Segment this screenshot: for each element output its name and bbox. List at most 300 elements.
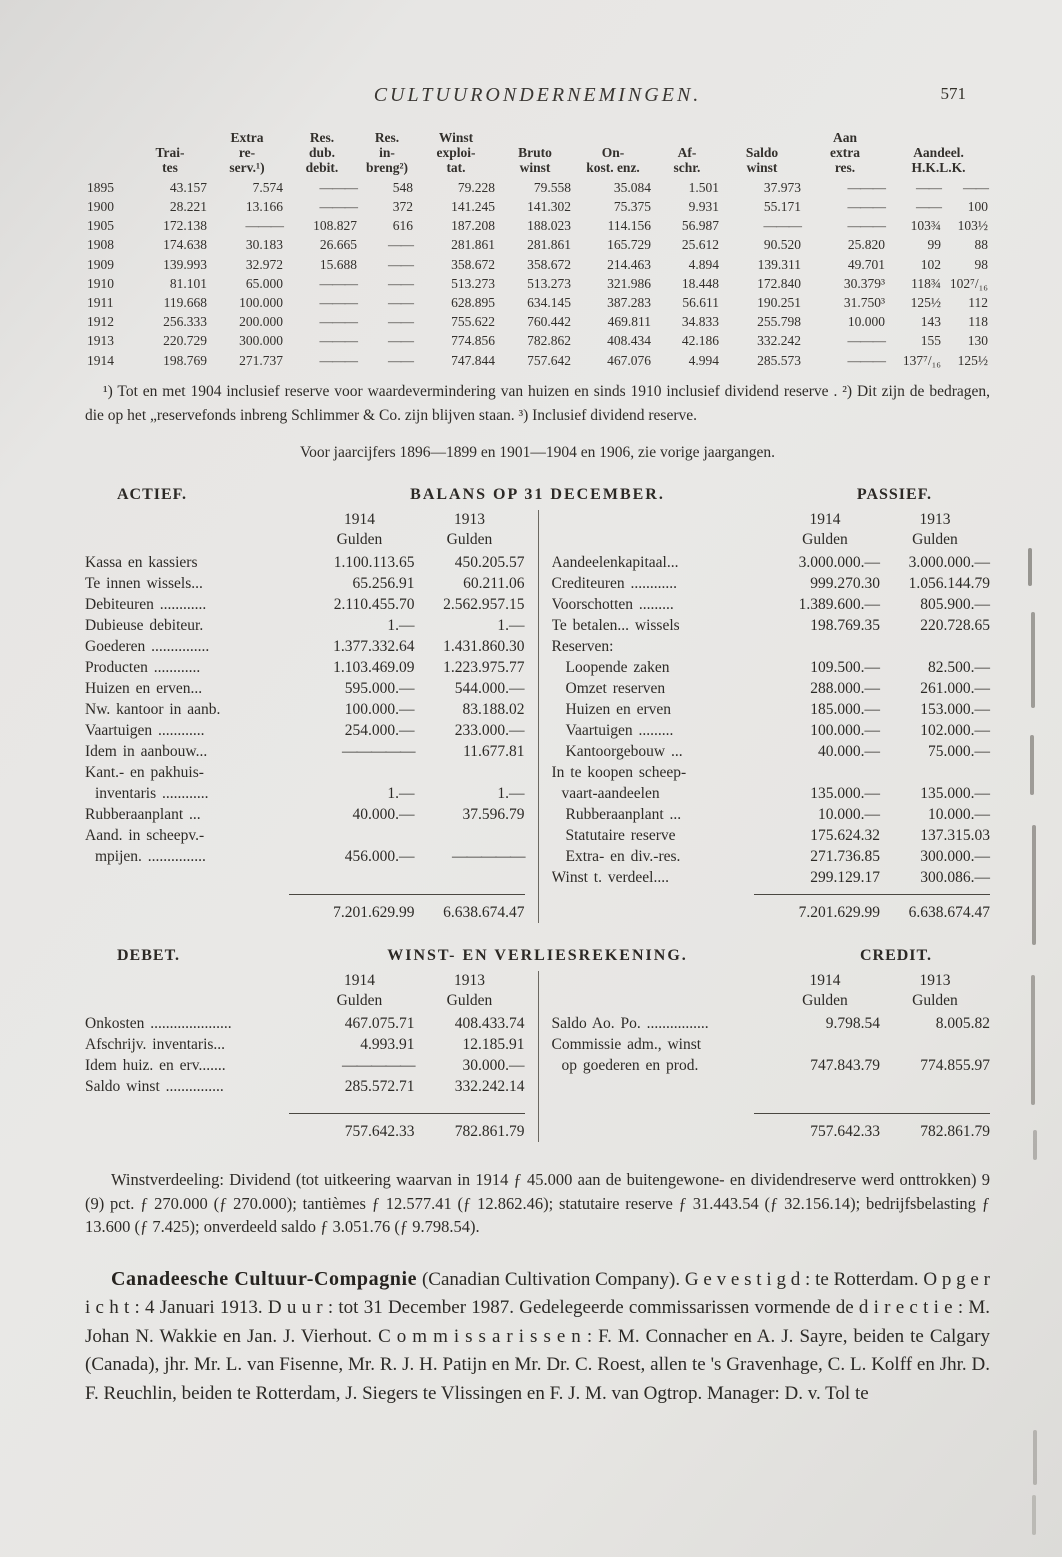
statement-row-label: Saldo winst ...............: [85, 1078, 224, 1096]
year-table-body: [85, 178, 990, 370]
statement-row: [552, 678, 991, 699]
value-cell: ——: [963, 179, 989, 195]
table-row: [85, 351, 990, 370]
statement-row-label: Huizen en erven: [565, 701, 672, 719]
year-label: 1913: [919, 511, 951, 529]
statement-row: [552, 846, 991, 867]
passief-column: [538, 510, 991, 923]
statement-row: [552, 825, 991, 846]
table-row: [85, 217, 990, 236]
statement-row-label: Vaartuigen .........: [565, 722, 674, 740]
value-cell: 118¾: [911, 275, 941, 291]
year-table-column-header: [359, 130, 415, 178]
statement-row-value: 100.000.—: [344, 701, 415, 719]
passief-total-row: [552, 902, 991, 923]
statement-row-value: 8.005.82: [935, 1015, 990, 1033]
table-row: [85, 198, 990, 217]
statement-row-value: 40.000.—: [818, 743, 880, 761]
header-line: Saldo: [745, 145, 779, 161]
actief-total-rule: [289, 894, 525, 895]
value-cell: ———: [847, 352, 885, 368]
credit-heading: CREDIT.: [859, 947, 932, 965]
value-cell: ———: [319, 333, 357, 349]
value-cell: 102⁷/₁₆: [949, 275, 989, 291]
page-number: 571: [940, 84, 966, 103]
statement-row-value: 450.205.57: [454, 554, 525, 572]
value-cell: 214.463: [607, 256, 651, 272]
statement-row-value: 10.000.—: [818, 806, 880, 824]
value-cell: 760.442: [527, 314, 571, 330]
value-cell: 172.840: [757, 275, 801, 291]
year-label: 1913: [919, 972, 951, 990]
value-cell: 408.434: [607, 333, 651, 349]
year-cell: 1913: [87, 333, 114, 349]
spacer: [85, 902, 305, 923]
passief-total-rule: [754, 894, 990, 895]
statement-row: [552, 615, 991, 636]
table-row: [85, 274, 990, 293]
statement-row: [552, 1013, 991, 1034]
value-cell: 387.283: [607, 295, 651, 311]
value-cell: 1.501: [688, 179, 719, 195]
table-row: [85, 178, 990, 197]
value-cell: 81.101: [169, 275, 207, 291]
statement-row: [552, 783, 991, 804]
value-cell: 56.987: [681, 218, 719, 234]
statement-row-value: 1.—: [497, 785, 525, 803]
actief-heading: ACTIEF.: [117, 486, 187, 504]
statement-row-value: 83.188.02: [462, 701, 525, 719]
table-row: [85, 236, 990, 255]
statement-row: [85, 1034, 525, 1055]
statement-row-label: Kantoorgebouw ...: [565, 743, 683, 761]
statement-row-value: 1.056.144.79: [908, 575, 990, 593]
value-cell: 102: [920, 256, 941, 272]
value-cell: ———: [763, 218, 801, 234]
statement-row-value: 467.075.71: [344, 1015, 415, 1033]
year-table-column-header: [721, 130, 803, 178]
statement-row-value: 774.855.97: [920, 1057, 990, 1075]
year-cell: 1908: [87, 237, 114, 253]
total-value: 782.861.79: [920, 1123, 990, 1141]
value-cell: 200.000: [239, 314, 283, 330]
value-cell: 300.000: [239, 333, 283, 349]
header-line: Res.: [309, 130, 335, 145]
value-cell: 332.242: [757, 333, 801, 349]
statement-row-value: 805.900.—: [920, 596, 990, 614]
statement-row-value: 3.000.000.—: [908, 554, 990, 572]
statement-row-label: Aandeelenkapitaal...: [551, 554, 679, 572]
profit-loss-section: [85, 947, 990, 1142]
spacer: [85, 991, 305, 1011]
statement-row-value: 999.270.30: [810, 575, 880, 593]
value-cell: 25.820: [847, 237, 885, 253]
statement-row-label: Commissie adm., winst: [551, 1036, 702, 1054]
company-name: Canadeesche Cultuur-Compagnie: [111, 1267, 418, 1290]
statement-row: [85, 762, 525, 783]
statement-row-label: Afschrijv. inventaris...: [85, 1036, 226, 1054]
passief-year-header: [552, 510, 991, 550]
value-cell: 187.208: [451, 218, 495, 234]
statement-row-value: 82.500.—: [928, 659, 990, 677]
year-cell: 1909: [87, 256, 114, 272]
statement-row-value: 12.185.91: [462, 1036, 525, 1054]
value-cell: 28.221: [169, 199, 207, 215]
year-table-header: [85, 130, 990, 178]
statement-row-value: 300.000.—: [920, 848, 990, 866]
statement-row-value: 1.—: [497, 617, 525, 635]
statement-row-value: 261.000.—: [920, 680, 990, 698]
statement-row-label: Rubberaanplant ...: [565, 806, 682, 824]
year-table-header-row: [85, 130, 990, 178]
spacer: [552, 530, 771, 550]
profit-loss-body: [85, 971, 990, 1142]
statement-row: [85, 1076, 525, 1097]
year-cell: 1912: [87, 314, 114, 330]
value-cell: 143: [920, 314, 941, 330]
currency-header-row: [85, 530, 525, 550]
year-header-row: [552, 971, 991, 991]
statement-row-value: 109.500.—: [810, 659, 880, 677]
statement-row-value: 299.129.17: [810, 869, 880, 887]
header-line: schr.: [673, 160, 701, 176]
year-label: 1914: [344, 511, 375, 529]
value-cell: 32.972: [245, 256, 283, 272]
statement-row-value: 135.000.—: [810, 785, 880, 803]
statement-row: [85, 720, 525, 741]
value-cell: 56.611: [682, 295, 719, 311]
value-cell: ———: [847, 218, 885, 234]
statement-row-value: 135.000.—: [920, 785, 990, 803]
statement-row-label: Crediteuren ............: [551, 575, 678, 593]
statement-row-label: Aand. in scheepv.-: [85, 827, 205, 845]
header-line: H.K.L.K.: [911, 160, 966, 176]
statement-row-label: Kant.- en pakhuis-: [85, 764, 204, 782]
statement-row-label: Te betalen... wissels: [551, 617, 680, 635]
scan-artifact: [1030, 735, 1034, 795]
year-header-row: [85, 971, 525, 991]
statement-row: [552, 573, 991, 594]
year-cell: 1905: [87, 218, 114, 234]
statement-row-label: Extra- en div.-res.: [565, 848, 681, 866]
value-cell: 634.145: [527, 295, 571, 311]
statement-row-value: 1.389.600.—: [798, 596, 880, 614]
table-row: [85, 255, 990, 274]
value-cell: 281.861: [451, 237, 495, 253]
winst-verlies-title: WINST- EN VERLIESREKENING.: [387, 947, 688, 965]
value-cell: 782.862: [527, 333, 571, 349]
statement-row: [85, 594, 525, 615]
statement-row-label: Te innen wissels...: [85, 575, 203, 593]
debet-total-row: [85, 1121, 525, 1142]
value-cell: ——: [916, 179, 941, 195]
statement-row: [552, 552, 991, 573]
statement-row: [85, 552, 525, 573]
debet-year-header: [85, 971, 525, 1011]
statement-row-label: Rubberaanplant ...: [85, 806, 201, 824]
statement-row-value: —————: [452, 848, 525, 866]
statement-row-label: op goederen en prod.: [561, 1057, 699, 1075]
value-cell: 513.273: [451, 275, 495, 291]
value-cell: 35.084: [613, 179, 651, 195]
value-cell: 112: [968, 295, 989, 311]
value-cell: 321.986: [607, 275, 651, 291]
statement-row-value: 747.843.79: [810, 1057, 880, 1075]
passief-rows: [552, 552, 991, 888]
value-cell: 34.833: [681, 314, 719, 330]
statement-row-value: 408.433.74: [454, 1015, 525, 1033]
statement-row-value: 1.103.469.09: [333, 659, 415, 677]
value-cell: 155: [920, 333, 941, 349]
value-cell: ———: [319, 199, 357, 215]
statement-row-label: Saldo Ao. Po. ................: [551, 1015, 709, 1033]
currency-header-row: [552, 530, 991, 550]
statement-row-label: Kassa en kassiers: [85, 554, 198, 572]
value-cell: ——: [388, 333, 413, 349]
statement-row: [85, 1013, 525, 1034]
value-cell: ———: [319, 295, 357, 311]
statement-row: [552, 657, 991, 678]
total-value: 757.642.33: [344, 1123, 415, 1141]
value-cell: 255.798: [757, 314, 801, 330]
scan-artifact: [1031, 612, 1035, 708]
value-cell: 125½: [910, 295, 941, 311]
value-cell: 188.023: [527, 218, 571, 234]
value-cell: ——: [388, 352, 413, 368]
statement-row-label: Voorschotten .........: [551, 596, 674, 614]
value-cell: 165.729: [607, 237, 651, 253]
currency-label: Gulden: [336, 992, 383, 1010]
header-line: breng²): [365, 160, 409, 176]
year-cell: 1900: [87, 199, 114, 215]
value-cell: ———: [319, 179, 357, 195]
statement-row-value: 288.000.—: [810, 680, 880, 698]
yearly-results-table: [85, 130, 990, 370]
year-label: 1914: [809, 972, 841, 990]
header-line: re-: [238, 145, 256, 161]
value-cell: 90.520: [763, 237, 801, 253]
year-cell: 1910: [87, 275, 114, 291]
value-cell: 220.729: [163, 333, 207, 349]
currency-header-row: [85, 991, 525, 1011]
header-line: tes: [162, 160, 178, 176]
year-table-column-header: [85, 130, 131, 178]
year-cell: 1895: [87, 179, 114, 195]
value-cell: 513.273: [527, 275, 571, 291]
year-label: 1914: [344, 972, 375, 990]
value-cell: 103½: [957, 218, 989, 234]
value-cell: 99: [927, 237, 941, 253]
value-cell: 9.931: [688, 199, 719, 215]
value-cell: 88: [974, 237, 989, 253]
header-line: Af-: [677, 145, 697, 161]
spacer: [552, 971, 771, 991]
statement-row: [552, 804, 991, 825]
value-cell: 139.311: [757, 256, 801, 272]
value-cell: 79.228: [457, 179, 495, 195]
value-cell: 30.183: [245, 237, 283, 253]
value-cell: 55.171: [763, 199, 801, 215]
value-cell: 10.000: [847, 314, 885, 330]
value-cell: 757.642: [527, 352, 571, 368]
statement-row-label: Winst t. verdeel....: [551, 869, 669, 887]
statement-row-value: 271.736.85: [810, 848, 880, 866]
value-cell: 49.701: [847, 256, 885, 272]
value-cell: 15.688: [319, 256, 357, 272]
value-cell: 271.737: [239, 352, 283, 368]
statement-row-label: mpijen. ...............: [95, 848, 206, 866]
header-line: in-: [379, 145, 395, 161]
value-cell: 31.750³: [843, 295, 885, 311]
statement-row-label: Nw. kantoor in aanb.: [85, 701, 221, 719]
value-cell: 43.157: [169, 179, 207, 195]
statement-row-label: Debiteuren ............: [85, 596, 207, 614]
statement-row-value: 300.086.—: [920, 869, 990, 887]
value-cell: 100: [967, 199, 989, 215]
value-cell: 7.574: [252, 179, 283, 195]
statement-row-value: 60.211.06: [463, 575, 525, 593]
statement-row-value: 254.000.—: [344, 722, 415, 740]
statement-row-value: 198.769.35: [810, 617, 880, 635]
table-row: [85, 332, 990, 351]
scan-artifact: [1028, 548, 1032, 586]
currency-label: Gulden: [446, 992, 493, 1010]
statement-row: [85, 657, 525, 678]
statement-row-value: 185.000.—: [810, 701, 880, 719]
prior-years-note: Voor jaarcijfers 1896—1899 en 1901—1904 en 1906, zie vorige jaargangen.: [299, 444, 776, 462]
statement-row-value: 2.110.455.70: [333, 596, 415, 614]
running-title: CULTUURONDERNEMINGEN.: [373, 84, 702, 106]
value-cell: 141.245: [451, 199, 495, 215]
year-table-column-header: [497, 130, 573, 178]
credit-rows: [552, 1013, 991, 1107]
statement-row-value: 1.431.860.30: [443, 638, 525, 656]
statement-row-value: 544.000.—: [454, 680, 525, 698]
balance-sheet-body: [85, 510, 990, 923]
value-cell: ——: [388, 256, 413, 272]
value-cell: 25.612: [681, 237, 719, 253]
statement-row-label: In te koopen scheep-: [551, 764, 687, 782]
statement-row-label: Producten ............: [85, 659, 201, 677]
statement-row-label: Vaartuigen ............: [85, 722, 205, 740]
statement-row-value: 40.000.—: [352, 806, 415, 824]
balans-title: BALANS OP 31 DECEMBER.: [410, 486, 665, 504]
statement-row: [552, 741, 991, 762]
header-line: exploi-: [436, 145, 476, 161]
header-line: winst: [519, 160, 551, 176]
statement-row-value: 285.572.71: [344, 1078, 415, 1096]
value-cell: ———: [319, 275, 357, 291]
statement-row-label: Onkosten .....................: [85, 1015, 232, 1033]
header-line: serv.¹): [229, 160, 265, 176]
statement-row-value: 595.000.—: [344, 680, 415, 698]
statement-row-value: 1.—: [387, 785, 415, 803]
year-label: 1913: [454, 972, 485, 990]
header-line: Aandeel.: [913, 145, 964, 161]
value-cell: 4.994: [688, 352, 719, 368]
value-cell: 358.672: [451, 256, 495, 272]
statement-row-label: vaart-aandeelen: [561, 785, 660, 803]
statement-row: [85, 1055, 525, 1076]
statement-row-value: 137.315.03: [920, 827, 990, 845]
value-cell: 372: [392, 199, 413, 215]
value-cell: ——: [388, 295, 413, 311]
statement-row-value: 1.377.332.64: [333, 638, 415, 656]
value-cell: 139.993: [163, 256, 207, 272]
scan-artifact: [1031, 975, 1035, 1105]
table-row: [85, 293, 990, 312]
actief-total-row: [85, 902, 525, 923]
statement-row: [85, 573, 525, 594]
statement-row: [552, 636, 991, 657]
statement-row-value: 9.798.54: [825, 1015, 880, 1033]
header-line: extra: [830, 145, 860, 161]
statement-row-value: 220.728.65: [920, 617, 990, 635]
statement-row: [85, 699, 525, 720]
passief-heading: PASSIEF.: [856, 486, 932, 504]
value-cell: ——: [916, 199, 941, 215]
value-cell: 98: [974, 256, 989, 272]
statement-row: [85, 615, 525, 636]
statement-row-value: —————: [342, 743, 415, 761]
scan-artifact: [1032, 1495, 1036, 1535]
statement-row: [552, 1055, 991, 1076]
value-cell: 30.379³: [843, 275, 885, 291]
statement-row-value: 1.223.975.77: [443, 659, 525, 677]
debet-column: [85, 971, 538, 1142]
value-cell: ———: [245, 218, 283, 234]
year-table-column-header: [209, 130, 285, 178]
value-cell: 125½: [957, 352, 989, 368]
debet-heading: DEBET.: [117, 947, 181, 965]
statement-row-label: inventaris ............: [95, 785, 209, 803]
year-label: 1913: [454, 511, 485, 529]
statement-row-value: 10.000.—: [928, 806, 990, 824]
value-cell: 75.375: [613, 199, 651, 215]
statement-row-label: Loopende zaken: [565, 659, 670, 677]
value-cell: ——: [388, 314, 413, 330]
header-line: dub.: [309, 145, 335, 161]
value-cell: ———: [319, 314, 357, 330]
value-cell: 130: [967, 333, 989, 349]
header-line: Trai-: [155, 145, 185, 161]
statement-row-label: Statutaire reserve: [565, 827, 676, 845]
statement-row-value: 102.000.—: [920, 722, 990, 740]
spacer: [85, 510, 305, 530]
statement-row-value: 4.993.91: [360, 1036, 415, 1054]
value-cell: 172.138: [163, 218, 207, 234]
year-table-column-header: [803, 130, 887, 178]
value-cell: 774.856: [451, 333, 495, 349]
statement-row: [85, 825, 525, 846]
total-value: 782.861.79: [454, 1123, 525, 1141]
balance-sheet-section: [85, 486, 990, 923]
value-cell: ———: [847, 179, 885, 195]
value-cell: 108.827: [313, 218, 357, 234]
debet-rows: [85, 1013, 525, 1107]
statement-row: [85, 846, 525, 867]
value-cell: 467.076: [607, 352, 651, 368]
statement-row-label: Goederen ...............: [85, 638, 210, 656]
statement-row-label: Reserven:: [551, 638, 614, 656]
value-cell: 100.000: [239, 295, 283, 311]
spacer: [85, 530, 305, 550]
header-line: debit.: [305, 160, 339, 176]
statement-row-label: Huizen en erven...: [85, 680, 203, 698]
statement-row: [552, 699, 991, 720]
year-table-column-header: [887, 130, 990, 178]
value-cell: 37.973: [763, 179, 801, 195]
